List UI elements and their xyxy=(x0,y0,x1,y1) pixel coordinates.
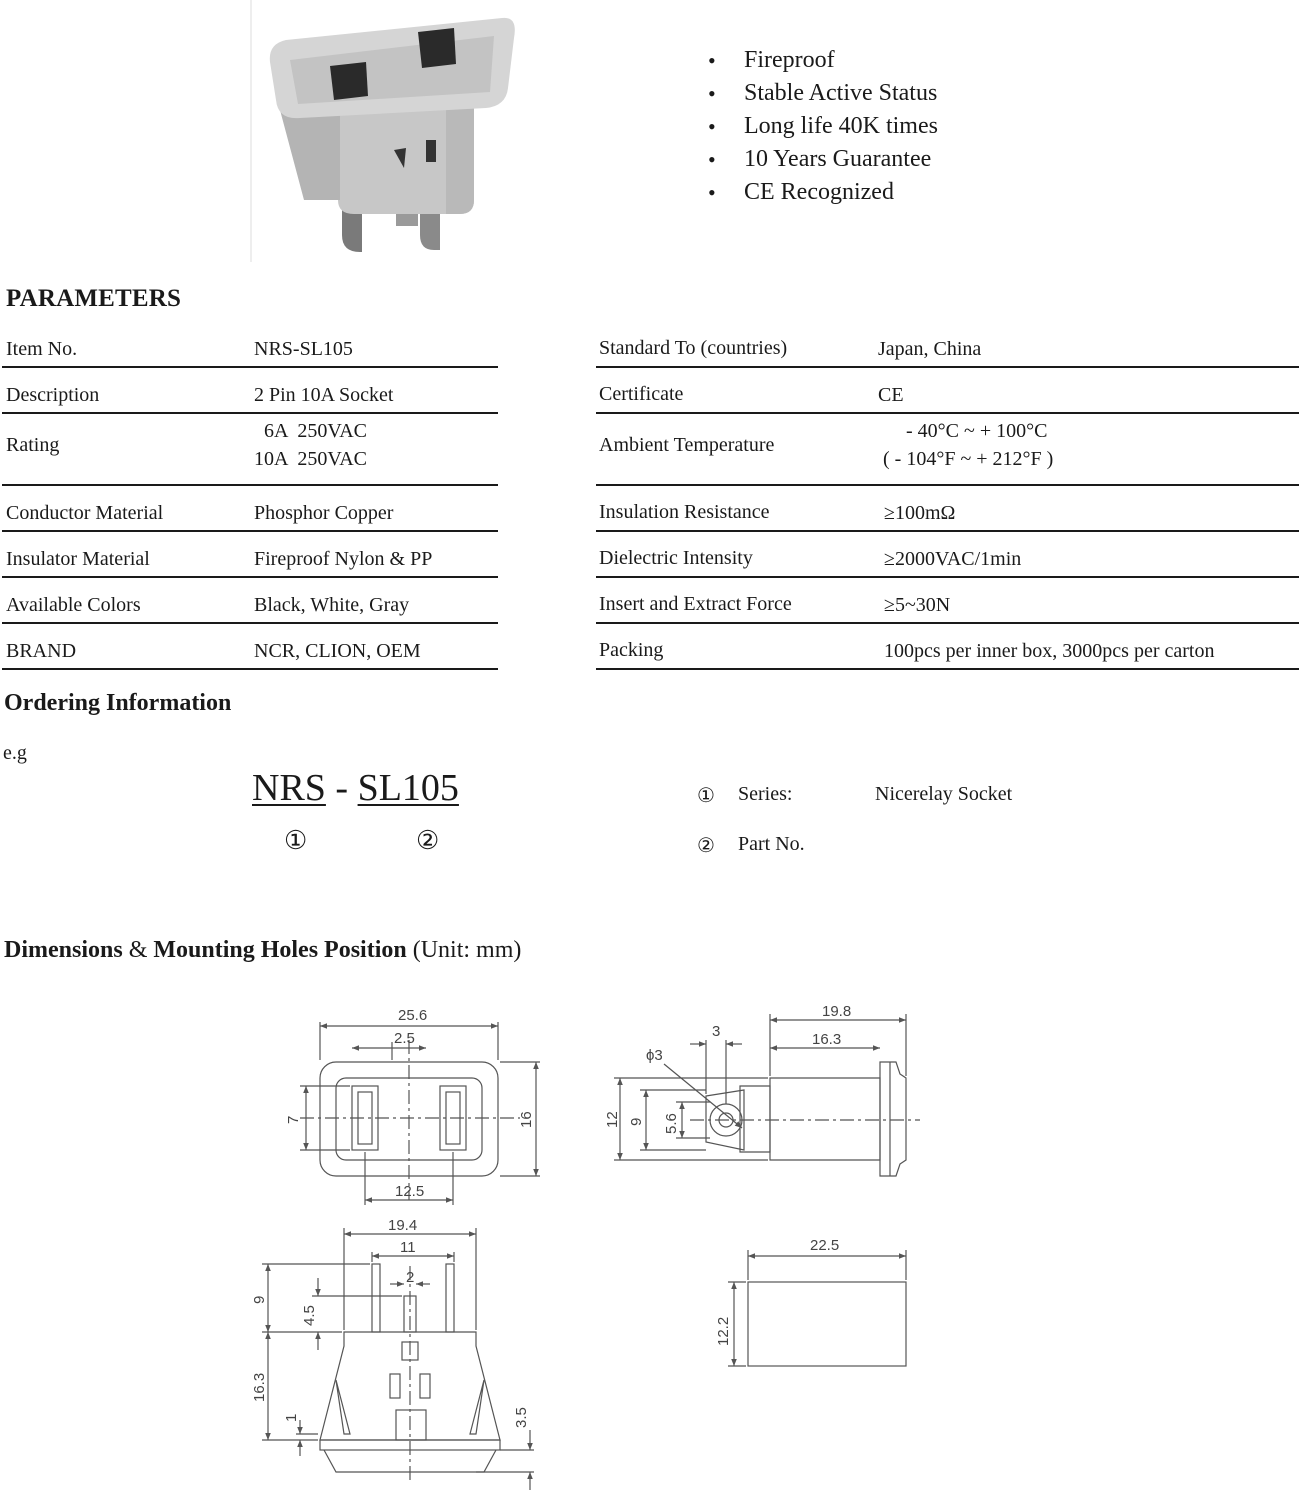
param-row xyxy=(596,638,1299,670)
param-value: Japan, China xyxy=(878,338,982,360)
dim-label: 5.6 xyxy=(663,1113,680,1134)
param-value: NCR, CLION, OEM xyxy=(254,640,421,662)
legend-marker: ② xyxy=(697,835,715,857)
param-row xyxy=(596,500,1299,532)
order-code xyxy=(252,766,459,810)
dim-label: 2 xyxy=(406,1269,415,1286)
param-value: Phosphor Copper xyxy=(254,502,394,524)
param-value: ≥100mΩ xyxy=(884,502,956,524)
dim-label: 19.4 xyxy=(388,1217,418,1234)
feature-item: • Fireproof xyxy=(708,44,938,77)
param-row xyxy=(2,336,498,368)
legend-label: Part No. xyxy=(738,833,805,855)
param-label: BRAND xyxy=(6,640,77,662)
dim-label: 3 xyxy=(712,1023,721,1040)
param-label: Conductor Material xyxy=(6,502,164,524)
param-label: Insulation Resistance xyxy=(599,501,770,523)
feature-item: • Long life 40K times xyxy=(708,110,938,143)
dim-label: 22.5 xyxy=(810,1237,840,1254)
dim-label: 1 xyxy=(283,1413,300,1422)
dim-label: 9 xyxy=(251,1295,268,1304)
dim-label: 12.5 xyxy=(395,1183,425,1200)
param-value: 100pcs per inner box, 3000pcs per carton xyxy=(884,640,1215,662)
dim-label: 2.5 xyxy=(394,1030,415,1047)
param-label: Packing xyxy=(599,639,664,661)
param-label: Standard To (countries) xyxy=(599,337,788,359)
ordering-heading: Ordering Information xyxy=(4,690,232,716)
dim-label: 16.3 xyxy=(812,1031,842,1048)
param-row xyxy=(596,336,1299,368)
param-row xyxy=(596,546,1299,578)
param-row xyxy=(2,546,498,578)
dim-label: 12 xyxy=(604,1111,621,1128)
feature-item: • Stable Active Status xyxy=(708,77,938,110)
param-label: Available Colors xyxy=(6,594,141,616)
param-value: 10A 250VAC xyxy=(254,448,367,470)
side-view xyxy=(614,1014,920,1176)
example-label: e.g xyxy=(3,742,27,764)
param-row xyxy=(2,418,498,486)
code-part-number: SL105 xyxy=(357,767,459,809)
code-part-series: NRS xyxy=(252,767,326,809)
param-value: - 40°C ~ + 100°C xyxy=(906,420,1048,442)
dim-label: 12.2 xyxy=(715,1316,732,1346)
front-view xyxy=(300,1022,540,1205)
param-label: Ambient Temperature xyxy=(599,434,775,456)
dim-unit: (Unit: mm) xyxy=(412,937,522,963)
dim-label: ϕ3 xyxy=(646,1047,663,1064)
param-value: ( - 104°F ~ + 212°F ) xyxy=(883,448,1054,470)
param-value: 2 Pin 10A Socket xyxy=(254,384,394,406)
param-value: CE xyxy=(878,384,904,406)
dim-label: 4.5 xyxy=(301,1305,318,1326)
param-label: Dielectric Intensity xyxy=(599,547,753,569)
dim-label: 3.5 xyxy=(513,1407,530,1428)
dim-label: 25.6 xyxy=(398,1007,428,1024)
param-value: ≥2000VAC/1min xyxy=(884,548,1022,570)
param-label: Insulator Material xyxy=(6,548,150,570)
feature-item: • 10 Years Guarantee xyxy=(708,143,938,176)
dim-title-part: Mounting Holes Position xyxy=(153,937,407,963)
dim-label: 19.8 xyxy=(822,1003,852,1020)
dim-title-amp: & xyxy=(128,937,148,963)
dimension-drawing xyxy=(0,990,1305,1500)
legend-value: Nicerelay Socket xyxy=(875,783,1013,805)
param-value: ≥5~30N xyxy=(884,594,951,616)
dim-label: 7 xyxy=(285,1115,302,1124)
param-label: Item No. xyxy=(6,338,78,360)
dim-label: 9 xyxy=(628,1117,645,1126)
dim-title-part: Dimensions xyxy=(4,937,123,963)
param-row xyxy=(2,592,498,624)
feature-item: • CE Recognized xyxy=(708,176,938,209)
bottom-view xyxy=(262,1228,534,1490)
panel-cutout xyxy=(728,1250,906,1366)
legend-marker: ① xyxy=(697,785,715,807)
legend-label: Series: xyxy=(738,783,793,805)
param-row xyxy=(2,500,498,532)
product-photo xyxy=(250,0,520,262)
code-marker-2: ② xyxy=(416,826,440,855)
param-label: Insert and Extract Force xyxy=(599,593,792,615)
param-value: 6A 250VAC xyxy=(254,420,367,442)
dimensions-heading xyxy=(4,937,521,964)
param-row xyxy=(2,638,498,670)
param-row xyxy=(2,382,498,414)
dim-label: 11 xyxy=(400,1239,416,1256)
dim-label: 16.3 xyxy=(251,1372,268,1402)
code-separator: - xyxy=(335,767,349,809)
dim-label: 16 xyxy=(518,1111,535,1128)
parameters-heading: PARAMETERS xyxy=(6,285,182,312)
param-value: Black, White, Gray xyxy=(254,594,410,616)
param-row xyxy=(596,418,1299,486)
code-marker-1: ① xyxy=(284,826,308,855)
param-value: Fireproof Nylon & PP xyxy=(254,548,433,570)
param-value: NRS-SL105 xyxy=(254,338,353,360)
param-label: Certificate xyxy=(599,383,684,405)
feature-list xyxy=(708,44,938,209)
param-label: Description xyxy=(6,384,100,406)
param-row xyxy=(596,382,1299,414)
param-label: Rating xyxy=(6,434,60,456)
param-row xyxy=(596,592,1299,624)
